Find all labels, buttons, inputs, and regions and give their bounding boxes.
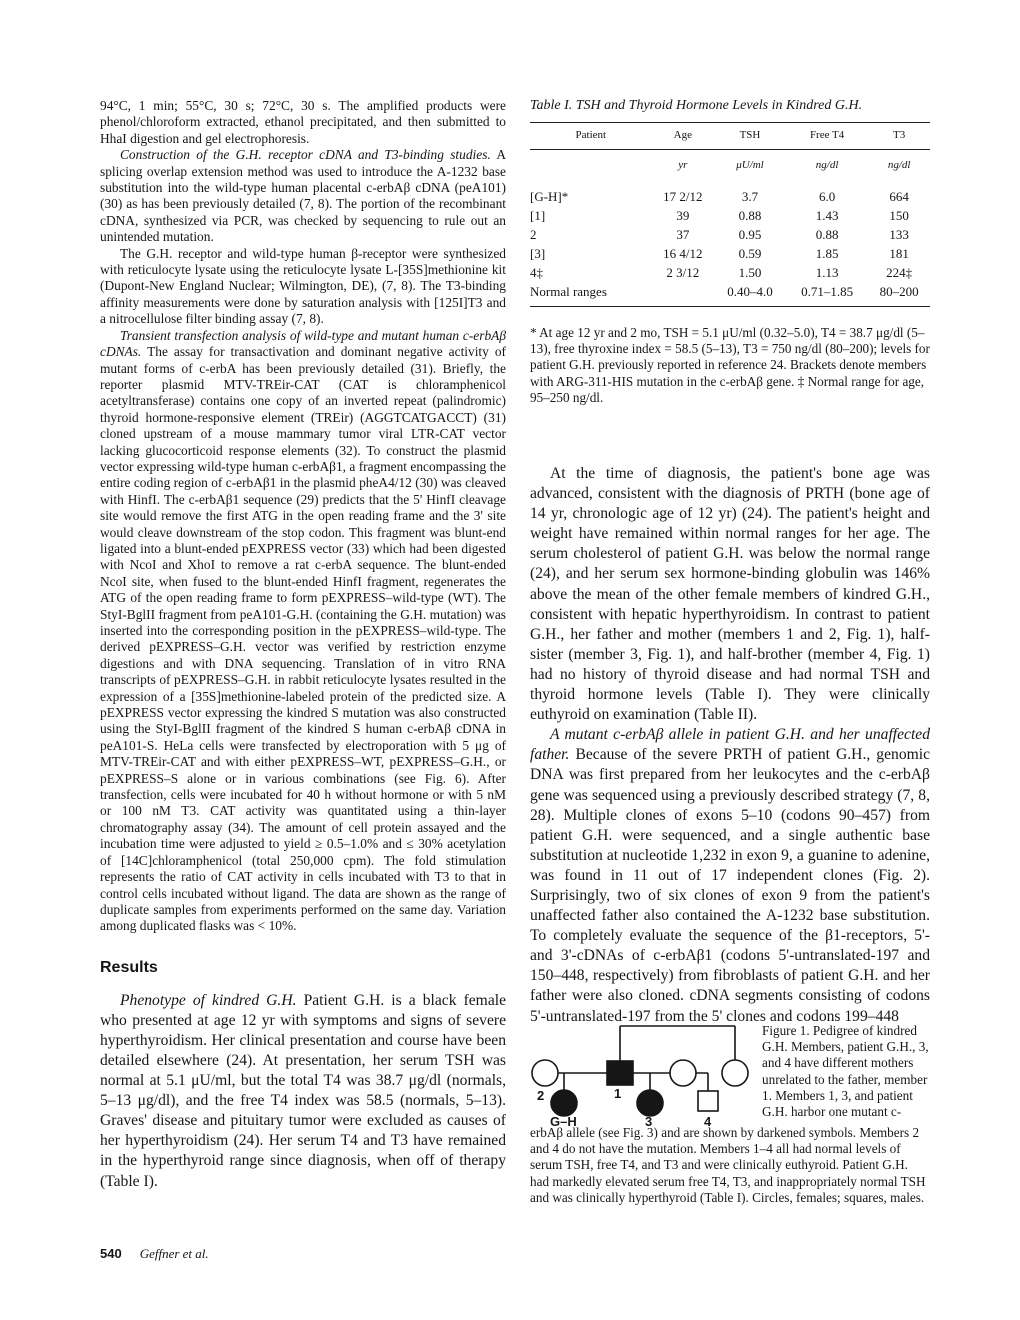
table-cell: 1.85 xyxy=(815,245,839,261)
table-cell: 0.88 xyxy=(738,207,762,223)
table-cell: [G-H]* xyxy=(530,188,569,204)
table-header-cell: TSH xyxy=(714,123,786,150)
table-row xyxy=(530,187,930,206)
table-units-row xyxy=(530,150,930,188)
table-cell: 1.43 xyxy=(815,207,839,223)
table-cell: 1.13 xyxy=(815,264,839,280)
label-member-2: 2 xyxy=(537,1088,545,1103)
right-column xyxy=(530,98,930,1027)
left-column xyxy=(100,98,506,1192)
table-cell: [1] xyxy=(530,207,546,223)
table-cell: 6.0 xyxy=(818,188,836,204)
table-cell: 17 2/12 xyxy=(663,188,703,204)
subsection-heading: Construction of the G.H. receptor cDNA and T3-binding studies. xyxy=(120,147,491,163)
table-header-cell: Patient xyxy=(530,123,652,150)
table-cell: 0.59 xyxy=(738,245,762,261)
table-cell: 133 xyxy=(889,226,909,242)
table-row xyxy=(530,282,930,307)
table-cell: 4‡ xyxy=(530,264,543,280)
results-paragraph-1 xyxy=(100,991,506,1192)
member-4-unaffected-male xyxy=(698,1091,718,1111)
table-cell: [3] xyxy=(530,245,546,261)
table-cell: 1.50 xyxy=(738,264,762,280)
paragraph-body: A splicing overlap extension method was used to introduce the A-1232 base substitution into the wild-type human placental c-erbAβ cDNA (peA101) (30) as has been previously detailed (7, 8). The portion of the recombinant cDNA, synthesized via PCR, was checked by sequencing to rule out an unintended mutation. xyxy=(100,147,506,245)
member-2-unaffected-female xyxy=(532,1060,558,1086)
figure-1 xyxy=(530,1023,930,1223)
table-cell: 3.7 xyxy=(741,188,759,204)
methods-paragraph-4 xyxy=(100,328,506,935)
table-cell: 150 xyxy=(889,207,909,223)
table-header-cell: Free T4 xyxy=(786,123,868,150)
table-cell: 0.95 xyxy=(738,226,762,242)
paragraph-body: Because of the severe PRTH of patient G.H., genomic DNA was first prepared from her leukocytes and the c-erbAβ gene was sequenced using a previously described strategy (7, 8, 28). Multiple clones of exons 5–10 (codons 90–457) from patient G.H. were sequenced, and a single authentic base substitution at nucleotide 1,232 in exon 9, a guanine to adenine, was found in 11 out of 17 independent clones (Fig. 2). Surprisingly, two of six clones of exon 9 from the patient's unaffected father also contained the A-1232 base substitution. To completely evaluate the sequence of the β1-receptors, 5'- and 3'-cDNAs of c-erbAβ1 (codons 5'-untranslated-197 and 150–448, respectively) from fibroblasts of patient G.H. and her father were also cloned. cDNA segments consisting of codons 5'-untranslated-197 from the 5' clones and codons 199–448 xyxy=(530,746,930,1025)
label-member-1: 1 xyxy=(614,1086,622,1101)
table-unit-cell: ng/dl xyxy=(815,158,839,171)
table-cell: 39 xyxy=(676,207,690,223)
table-cell: 80–200 xyxy=(868,282,930,307)
results-paragraph-3 xyxy=(530,725,930,1026)
table-unit-cell: ng/dl xyxy=(887,158,911,171)
table-cell xyxy=(652,282,714,307)
table-header-cell: Age xyxy=(652,123,714,150)
page-number: 540 xyxy=(100,1246,122,1261)
hormone-levels-table xyxy=(530,122,930,307)
table-cell: 0.40–4.0 xyxy=(714,282,786,307)
methods-paragraph-3: The G.H. receptor and wild-type human β-receptor were synthesized with reticulocyte lysate using the reticulocyte lysate L-[35S]methionine kit (Dupont-New England Nuclear; Wilmington, DE), (7, 8). The T3-binding affinity measurements were done by saturation analysis with [125I]T3 and a nitrocellulose filter binding assay (7, 8). xyxy=(100,245,506,327)
table-row xyxy=(530,244,930,263)
page-footer xyxy=(100,1246,209,1262)
table-cell: 0.88 xyxy=(815,226,839,242)
table-unit-cell: μU/ml xyxy=(736,158,764,171)
member-1-affected-male xyxy=(607,1061,633,1085)
table-row xyxy=(530,225,930,244)
paragraph-body: The assay for transactivation and dominant negative activity of mutant forms of c-erbA has been previously detailed (31). Briefly, the reporter plasmid MTV-TREir-CAT (CAT is chloramphenicol acetyltransferase) contains one copy of an inverted repeat (palindromic) thyroid hormone-responsive element (TREir) (AGGTCATGACCT) (31) cloned upstream of a mouse mammary tumor viral LTR-CAT vector lacking glucocorticoid response elements (32). To construct the plasmid vector expressing wild-type human c-erbAβ1, a fragment encompassing the entire coding region of c-erbAβ1 in the plasmid pheA4/12 (30) was cleaved with HinfI. The c-erbAβ1 sequence (29) predicts that the 5' HinfI cleavage site would remove the first ATG in the open reading frame and the 3' site would cleave downstream of the stop codon. This fragment was blunt-end ligated into a blunt-ended pEXPRESS vector (33) which had been digested with NcoI and XhoI to remove a rat c-erbA sequence. The blunt-ended NcoI site, when fused to the blunt-ended HinfI fragment, regenerates the ATG of the open reading frame to form pEXPRESS–wild-type (WT). The StyI-BglII fragment from peA101-G.H. (containing the G.H. mutation) was inserted into the corresponding position in the pEXPRESS–wild-type. The derived pEXPRESS–G.H. vector was verified by restriction enzyme digestions and with DNA sequencing. Translation of in vitro RNA transcripts of pEXPRESS–G.H. in rabbit reticulocyte lysates resulted in the expression of a [35S]methionine-labeled protein of the predicted size. A pEXPRESS vector expressing the kindred S mutation was also constructed using the StyI-BglII fragment of the kindred S human c-erbAβ cDNA in peA101-S. HeLa cells were transfected by electroporation with 5 μg of MTV-TREir-CAT and with either pEXPRESS–WT, pEXPRESS–G.H., or pEXPRESS–S alone or in various combinations (see Fig. 6). After transfection, cells were incubated for 40 h without hormone or with 5 nM or 100 nM T3. CAT activity was quantitated using a thin-layer chromatography assay (34). The amount of cell protein assayed and the incubation time were adjusted to yield ≥ 0.5–1.0% and ≤ 30% acetylation of [14C]chloramphenicol (total 250,000 cpm). The fold stimulation represents the ratio of CAT activity in cells incubated with T3 to that in control cells incubated without ligand. The data are shown as the range of duplicate samples from experiments performed on the same day. Variation among duplicated flasks was < 10%. xyxy=(100,344,506,934)
table-header-row xyxy=(530,123,930,150)
patient-gh-affected-female xyxy=(551,1090,577,1116)
mother-of-member-4 xyxy=(722,1060,748,1086)
label-member-3: 3 xyxy=(645,1114,653,1128)
results-paragraph-2: At the time of diagnosis, the patient's bone age was advanced, consistent with the diagnosis of PRTH (bone age of 14 yr, chronologic age of 12 yr) (24). The patient's height and weight have remained within normal ranges for her age. The serum cholesterol of patient G.H. was below the normal range (24), and her serum sex hormone-binding globulin was 146% above the mean of the other female members of kindred G.H., consistent with hepatic hyperthyroidism. In contrast to patient G.H., her father and mother (members 1 and 2, Fig. 1), half-sister (member 3, Fig. 1), and half-brother (member 4, Fig. 1) had no history of thyroid disease and had normal TSH and thyroid hormone levels (Table I). They were clinically euthyroid on examination (Table II). xyxy=(530,465,930,724)
methods-paragraph-2 xyxy=(100,147,506,245)
table-header-cell: T3 xyxy=(868,123,930,150)
table-cell: 181 xyxy=(889,245,909,261)
table-cell: 224‡ xyxy=(886,264,913,280)
results-heading: Results xyxy=(100,958,158,976)
paragraph-body: Patient G.H. is a black female who presented at age 12 yr with symptoms and signs of severe hyperthyroidism. Her clinical presentation and course have been detailed elsewhere (24). At presentation, her serum TSH was normal at 5.1 μU/ml, but the total T4 was 38.7 μg/dl (normals, 5–13 μg/dl), and the free T4 index was 58.5 (normals, 5–13). Graves' disease and pituitary tumor were excluded as causes of her hyperthyroidism (24). Her serum T4 and T3 have remained in the hyperthyroid range since diagnosis, when off of therapy (Table I). xyxy=(100,991,506,1190)
table-cell: 664 xyxy=(889,188,909,204)
figure-caption-lead: Figure 1. Pedigree of kindred G.H. Members, patient G.H., 3, and 4 have different mothers unrelated to the father, member 1. Members 1, 3, and patient G.H. harbor one mutant c- xyxy=(762,1023,929,1120)
table-row xyxy=(530,206,930,225)
table-cell: 16 4/12 xyxy=(663,245,703,261)
table-unit-cell xyxy=(530,150,652,188)
running-head: Geffner et al. xyxy=(139,1246,209,1261)
figure-caption-rest: erbAβ allele (see Fig. 3) and are shown by darkened symbols. Members 2 and 4 do not have the mutation. Members 1–4 all had normal levels of serum TSH, free T4, and T3 and were clinically euthyroid. Patient G.H. had markedly elevated serum free T4, T3, and inappropriately normal TSH and was clinically hyperthyroid (Table I). Circles, females; squares, males. xyxy=(530,1125,926,1205)
label-patient-gh: G–H xyxy=(550,1114,577,1128)
table-row xyxy=(530,263,930,282)
member-3-affected-female xyxy=(637,1090,663,1116)
mother-of-member-3 xyxy=(670,1060,696,1086)
table-cell: 37 xyxy=(676,226,690,242)
methods-paragraph-1: 94°C, 1 min; 55°C, 30 s; 72°C, 30 s. The amplified products were phenol/chloroform extracted, ethanol precipitated, and then submitted to HhaI digestion and gel electrophoresis. xyxy=(100,98,506,146)
table-cell: Normal ranges xyxy=(530,282,652,307)
table-cell: 2 xyxy=(530,226,537,242)
table-caption: Table I. TSH and Thyroid Hormone Levels in Kindred G.H. xyxy=(530,98,863,113)
subsection-heading: A mutant c-erbAβ allele in patient G.H. and her unaffected father. xyxy=(530,726,930,764)
table-unit-cell: yr xyxy=(678,158,688,171)
subsection-heading: Phenotype of kindred G.H. xyxy=(120,991,297,1009)
table-footnote: * At age 12 yr and 2 mo, TSH = 5.1 μU/ml (0.32–5.0), T4 = 38.7 μg/dl (5–13), free thyroxine index = 58.5 (5–13), T3 = 750 ng/dl (80–200); levels for patient G.H. previously reported in reference 24. Brackets denote members with ARG-311-HIS mutation in the c-erbAβ gene. ‡ Normal range for age, 95–250 ng/dl. xyxy=(530,325,930,405)
pedigree-diagram xyxy=(530,1023,760,1128)
subsection-heading: Transient transfection analysis of wild-type and mutant human c-erbAβ cDNAs. xyxy=(100,327,506,360)
table-cell: 0.71–1.85 xyxy=(786,282,868,307)
label-member-4: 4 xyxy=(704,1114,712,1128)
table-cell: 2 3/12 xyxy=(666,264,700,280)
